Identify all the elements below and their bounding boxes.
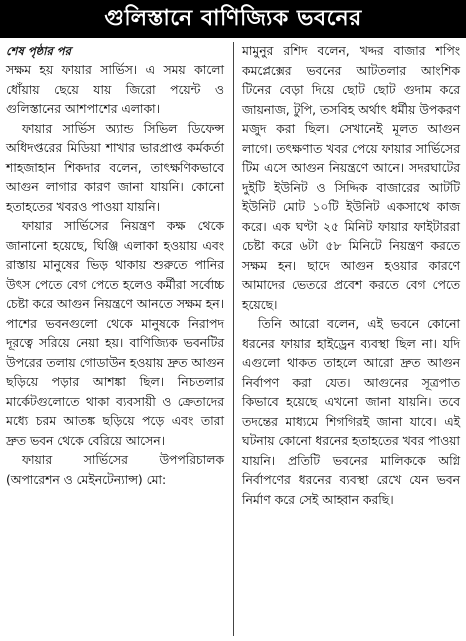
paragraph: মামুনুর রশিদ বলেন, খদ্দর বাজার শপিং কমপ্লেক্সের ভবনের আটতলার আংশিক টিনের বেড়া দিয়ে ছোট ছোট গুদাম করে জায়নাজ, টুপি, তসবিহ অর্থাৎ ধর্মীয় উপকরণ মজুদ করা ছিল। সেখানেই মূলত আগুন লাগে। তৎক্ষণাত খবর পেয়ে ফায়ার সার্ভিসের টিম এসে আগুন নিয়ন্ত্রণে আনে। সদরঘাটের দুইটি ইউনিট ও সিদ্দিক বাজারের আটটি ইউনিট মোট ১০টি ইউনিট একসাথে কাজ করে। এক ঘণ্টা ২৫ মিনিট ফায়ার ফাইটাররা চেষ্টা করে ৬টা ৫৮ মিনিটে নিয়ন্ত্রণ করতে সক্ষম হন। ছাদে আগুন হওয়ার কারণে আমাদের ভেতরে প্রবেশ করতে বেগ পেতে হয়েছে। [242, 44, 460, 312]
paragraph: সক্ষম হয় ফায়ার সার্ভিস। এ সময় কালো ধোঁয়ায় ছেয়ে যায় জিরো পয়েন্ট ও গুলিস্তানের আশপাশের এলাকা। [6, 63, 224, 116]
paragraph: ফায়ার সার্ভিসের উপপরিচালক (অপারেশন ও মেইনটেন্যান্স) মো: [6, 453, 224, 487]
continuation-kicker: শেষ পৃষ্ঠার পর [6, 44, 71, 58]
paragraph: ফায়ার সার্ভিসের নিয়ন্ত্রণ কক্ষ থেকে জানানো হয়েছে, ঘিঞ্জি এলাকা হওয়ায় এবং রাস্তায় মানুষের ভিড় থাকায় শুরুতে পানির উৎস পেতে বেগ পেতে হলেও কর্মীরা সর্বোচ্চ চেষ্টা করে আগুন নিয়ন্ত্রণে আনতে সক্ষম হন। পাশের ভবনগুলো থেকে মানুষকে নিরাপদ দূরত্বে সরিয়ে নেয়া হয়। বাণিজ্যিক ভবনটির উপরের তলায় গোডাউন হওয়ায় দ্রুত আগুন ছড়িয়ে পড়ার আশঙ্কা ছিল। নিচতলার মার্কেটগুলোতে থাকা ব্যবসায়ী ও ক্রেতাদের মধ্যে চরম আতঙ্ক ছড়িয়ে পড়ে এবং তারা দ্রুত ভবন থেকে বেরিয়ে আসেন। [6, 219, 224, 448]
left-column [6, 42, 224, 490]
column-divider [233, 42, 234, 636]
paragraph: তিনি আরো বলেন, এই ভবনে কোনো ধরনের ফায়ার হাইড্রেন ব্যবস্থা ছিল না। যদি এগুলো থাকত তাহলে আরো দ্রুত আগুন নির্বাপণ করা যেত। আগুনের সূত্রপাত কিভাবে হয়েছে এখনো জানা যায়নি। তবে তদন্তের মাধ্যমে শিগগিরই জানা যাবে। এই ঘটনায় কোনো ধরনের হতাহতের খবর পাওয়া যায়নি। প্রতিটি ভবনের মালিককে অগ্নি নির্বাপণের ধরনের ব্যবস্থা রেখে যেন ভবন নির্মাণ করে সেই আহ্বান করছি। [242, 317, 460, 507]
right-column [242, 42, 460, 510]
headline: গুলিস্তানে বাণিজ্যিক ভবনের [104, 5, 362, 31]
paragraph: ফায়ার সার্ভিস অ্যান্ড সিভিল ডিফেন্স অধিদপ্তরের মিডিয়া শাখার ভারপ্রাপ্ত কর্মকর্তা শাহজাহান শিকদার বলেন, তাৎক্ষণিকভাবে আগুন লাগার কারণ জানা যায়নি। কোনো হতাহতের খবরও পাওয়া যায়নি। [6, 121, 224, 214]
headline-banner [0, 0, 466, 38]
